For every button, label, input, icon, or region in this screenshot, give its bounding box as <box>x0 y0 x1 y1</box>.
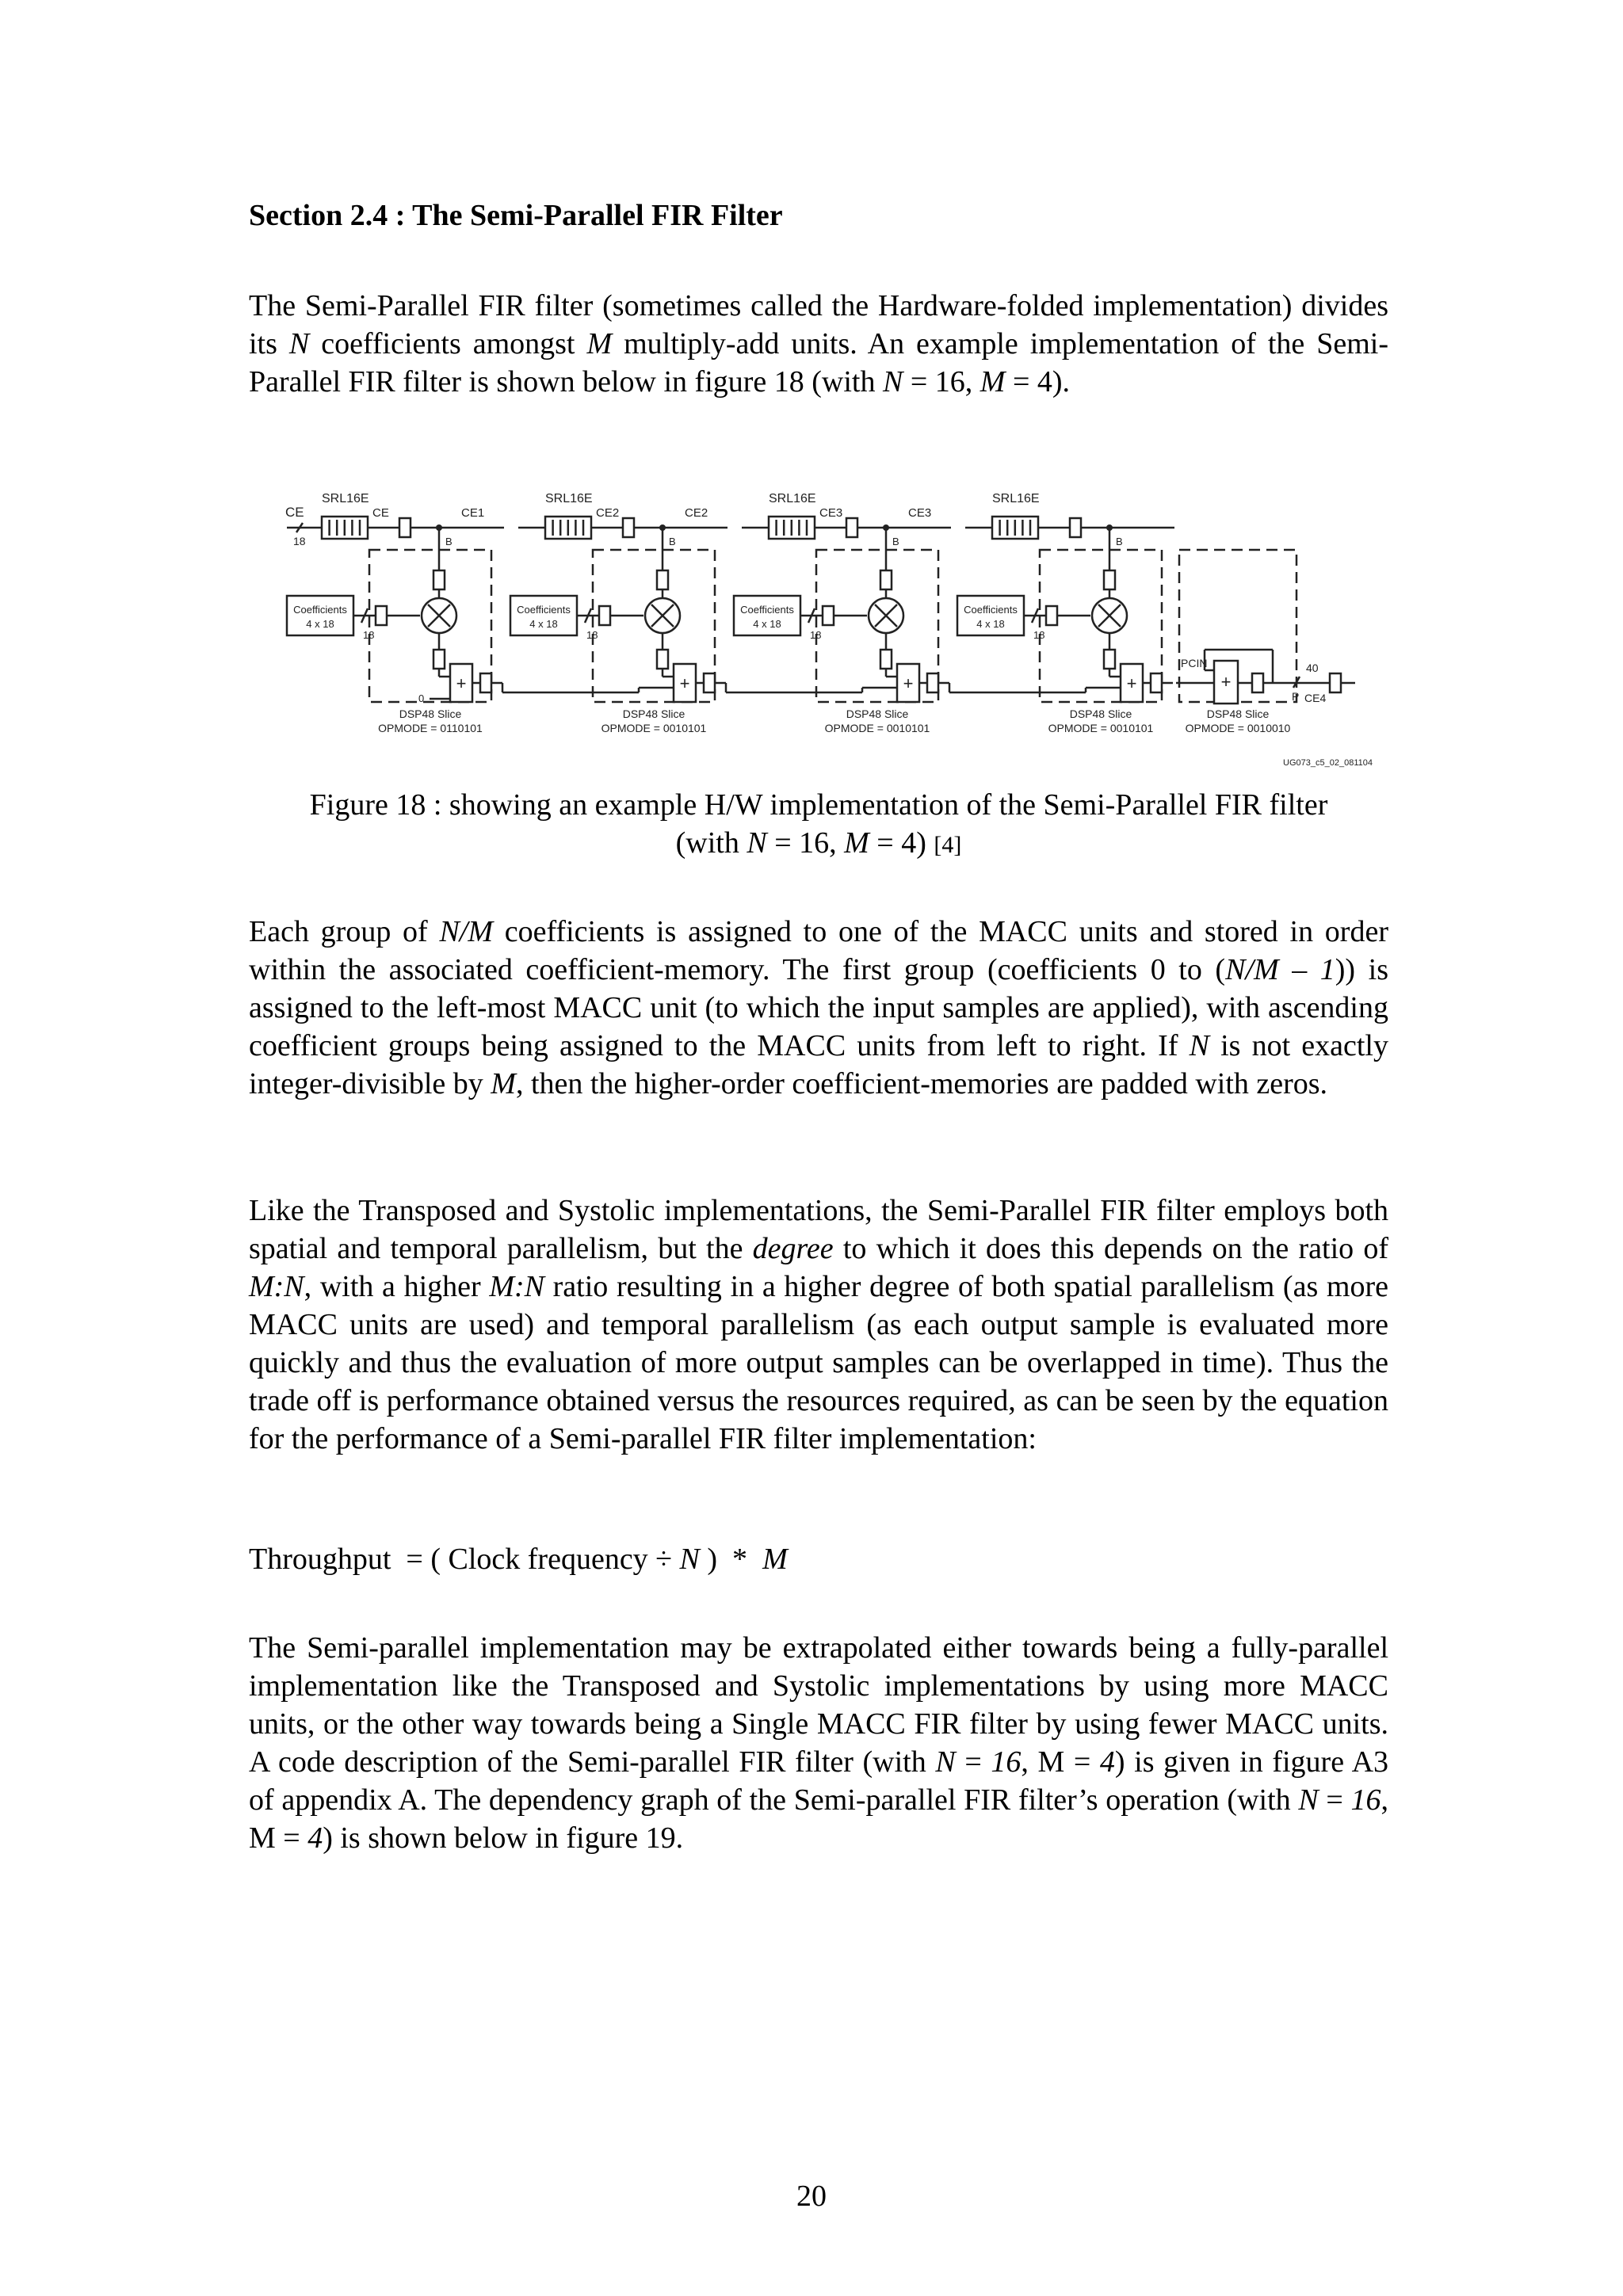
dsp48-slice-label: DSP48 Slice <box>1206 707 1270 720</box>
text-run: The Semi-parallel implementation may be extrapolated either towards being a fully-parallel implementation like the Transposed and Systolic implementations by using more MACC units, or the other way towards being a Single MACC FIR filter by using fewer MACC units. A code description of the Semi-parallel FIR filter (with <box>249 1631 1388 1779</box>
adder-plus-icon: + <box>456 673 467 693</box>
opmode-label: OPMODE = 0010101 <box>601 722 707 734</box>
ce-label: CE3 <box>908 506 932 520</box>
text-run: (with <box>675 826 747 860</box>
caption-reference: [4] <box>934 832 962 858</box>
a-register <box>823 606 834 625</box>
b-port-label: B <box>669 536 676 547</box>
ce-label: CE <box>372 506 389 520</box>
caption-line-2 <box>249 824 1388 864</box>
text-run: = <box>1318 1783 1351 1817</box>
text-run: 4 <box>1099 1745 1115 1779</box>
text-run: 4 <box>307 1821 323 1855</box>
text-run: M <box>762 1543 788 1576</box>
figure-18-diagram <box>282 488 1384 776</box>
text-run: ratio resulting in a higher degree of both spatial parallelism (as more MACC units are used) and temporal parallelism (as each output sample is evaluated more quickly and thus the evaluation of more output samples can be overlapped in time). Thus the trade off is performance obtained versus the resources required, as can be seen by the equation for the performance of a Semi-parallel FIR filter implementation: <box>249 1270 1388 1455</box>
a-register <box>599 606 610 625</box>
m-register <box>657 650 668 669</box>
text-run: N/M – 1 <box>1225 953 1335 986</box>
p-register <box>704 673 715 692</box>
text-run: N <box>288 327 310 360</box>
output-register <box>1330 673 1341 692</box>
intro-paragraph <box>249 287 1388 401</box>
text-run: Like the Transposed and Systolic implementations, the Semi-Parallel FIR filter employs both spatial and temporal parallelism, but the <box>249 1194 1388 1265</box>
srl16e-label: SRL16E <box>992 492 1040 505</box>
pcin-label: PCIN <box>1181 657 1208 669</box>
text-run: 16 <box>991 1745 1022 1779</box>
text-run: M <box>844 826 869 860</box>
b-register <box>880 570 892 589</box>
p-register <box>927 673 938 692</box>
adder-plus-icon: + <box>1220 672 1232 692</box>
text-run: = <box>955 1745 991 1779</box>
text-run: ) * <box>699 1543 763 1576</box>
opmode-label: OPMODE = 0110101 <box>378 722 483 734</box>
text-run: )) is assigned to the left-most MACC unit (to which the input samples are applied), with ascending coefficient groups being assigned to the MACC units from left to right. If <box>249 953 1388 1062</box>
output-width-label: 40 <box>1306 662 1319 674</box>
text-run: coefficients amongst <box>309 327 587 360</box>
dsp48-slice-label: DSP48 Slice <box>846 707 909 720</box>
text-run: N <box>1298 1783 1319 1817</box>
a-register <box>1046 606 1057 625</box>
bus-width-label: 18 <box>363 629 375 641</box>
text-run: N <box>747 826 767 860</box>
coefficient-size-label: 4 x 18 <box>306 618 334 630</box>
dsp48-slice-label: DSP48 Slice <box>399 707 462 720</box>
ce4-label: CE4 <box>1304 692 1327 704</box>
coefficient-size-label: 4 x 18 <box>529 618 558 630</box>
caption-line-1: Figure 18 : showing an example H/W implementation of the Semi-Parallel FIR filter <box>309 788 1328 822</box>
text-run: ) is given in figure A3 of appendix A. The dependency graph of the Semi-parallel FIR filter’s operation (with <box>249 1745 1389 1817</box>
figure-caption <box>249 786 1388 864</box>
input-register <box>1070 518 1081 537</box>
text-run: N <box>935 1745 956 1779</box>
text-run: N <box>883 365 903 399</box>
text-run: coefficients is assigned to one of the MACC units and stored in order within the associated coefficient-memory. The first group (coefficients 0 to ( <box>249 915 1388 986</box>
text-run: degree <box>752 1232 834 1265</box>
section-heading: Section 2.4 : The Semi-Parallel FIR Filter <box>249 199 783 232</box>
text-run: N/M <box>439 915 493 948</box>
page-number: 20 <box>796 2180 827 2213</box>
coefficient-size-label: 4 x 18 <box>976 618 1005 630</box>
b-port-label: B <box>1116 536 1123 547</box>
text-run: ) is shown below in figure 19. <box>323 1821 684 1855</box>
text-run: 16 <box>1350 1783 1381 1817</box>
text-run: to which it does this depends on the ratio of <box>833 1232 1388 1265</box>
input-width-label: 18 <box>293 535 306 547</box>
bus-width-label: 18 <box>586 629 598 641</box>
text-run: , M = <box>1021 1745 1100 1779</box>
text-run: = 4). <box>1005 365 1071 399</box>
coefficient-label: Coefficients <box>740 604 794 616</box>
text-run: = 4) <box>869 826 934 860</box>
opmode-label: OPMODE = 0010101 <box>824 722 930 734</box>
text-run: M:N <box>249 1270 304 1303</box>
srl16e-label: SRL16E <box>322 492 369 505</box>
text-run: , with a higher <box>304 1270 490 1303</box>
b-register <box>1104 570 1115 589</box>
b-port-label: B <box>445 536 453 547</box>
extrapolation-paragraph <box>249 1629 1388 1857</box>
p-register <box>1151 673 1162 692</box>
p-register <box>480 673 491 692</box>
text-run: = 16, <box>903 365 980 399</box>
text-run: N <box>1189 1029 1209 1062</box>
throughput-formula <box>249 1540 1388 1578</box>
ce-label: CE2 <box>685 506 708 520</box>
bus-width-label: 18 <box>810 629 822 641</box>
dsp48-slice-label: DSP48 Slice <box>622 707 685 720</box>
caption-text <box>676 826 934 860</box>
text-run: M <box>491 1067 516 1100</box>
text-run: , M = <box>249 1783 1388 1855</box>
m-register <box>880 650 892 669</box>
b-register <box>657 570 668 589</box>
adder-plus-icon: + <box>903 673 914 693</box>
text-run: The Semi-Parallel FIR filter (sometimes called the Hardware-folded implementation) divides its <box>249 289 1388 360</box>
text-run: = 16, <box>766 826 845 860</box>
srl16e-label: SRL16E <box>769 492 816 505</box>
a-register <box>376 606 387 625</box>
coefficient-label: Coefficients <box>517 604 571 616</box>
ce-label: CE3 <box>819 506 843 520</box>
ce-label: CE1 <box>461 506 485 520</box>
coefficient-grouping-paragraph <box>249 913 1388 1103</box>
text-run: M <box>980 365 1006 399</box>
coefficient-label: Coefficients <box>964 604 1018 616</box>
text-run: is not exactly integer-divisible by <box>249 1029 1388 1100</box>
accumulator-register <box>1252 673 1263 692</box>
text-run: M <box>586 327 613 360</box>
zero-input-label: 0 <box>418 692 425 704</box>
adder-plus-icon: + <box>679 673 690 693</box>
opmode-label: OPMODE = 0010010 <box>1185 722 1291 734</box>
text-run: Throughput = ( Clock frequency ÷ <box>249 1543 680 1576</box>
p-port-label: P <box>1292 690 1300 703</box>
dsp48-slice-label: DSP48 Slice <box>1069 707 1132 720</box>
parallelism-paragraph <box>249 1192 1388 1458</box>
text-run: , then the higher-order coefficient-memories are padded with zeros. <box>515 1067 1328 1100</box>
b-register <box>433 570 445 589</box>
m-register <box>433 650 445 669</box>
b-port-label: B <box>892 536 899 547</box>
text-run: multiply-add units. An example implementation of the Semi-Parallel FIR filter is shown below in figure 18 (with <box>249 327 1388 399</box>
bus-width-label: 18 <box>1033 629 1045 641</box>
input-register <box>623 518 634 537</box>
ce-label: CE2 <box>596 506 620 520</box>
text-run: Each group of <box>249 915 440 948</box>
input-register <box>846 518 857 537</box>
coefficient-label: Coefficients <box>293 604 347 616</box>
input-register <box>399 518 411 537</box>
srl16e-label: SRL16E <box>545 492 593 505</box>
adder-plus-icon: + <box>1126 673 1137 693</box>
m-register <box>1104 650 1115 669</box>
figure-id-label: UG073_c5_02_081104 <box>1283 758 1373 768</box>
text-run: M:N <box>489 1270 544 1303</box>
text-run: N <box>679 1543 700 1576</box>
input-ce-label: CE <box>285 505 304 520</box>
opmode-label: OPMODE = 0010101 <box>1048 722 1154 734</box>
coefficient-size-label: 4 x 18 <box>753 618 781 630</box>
